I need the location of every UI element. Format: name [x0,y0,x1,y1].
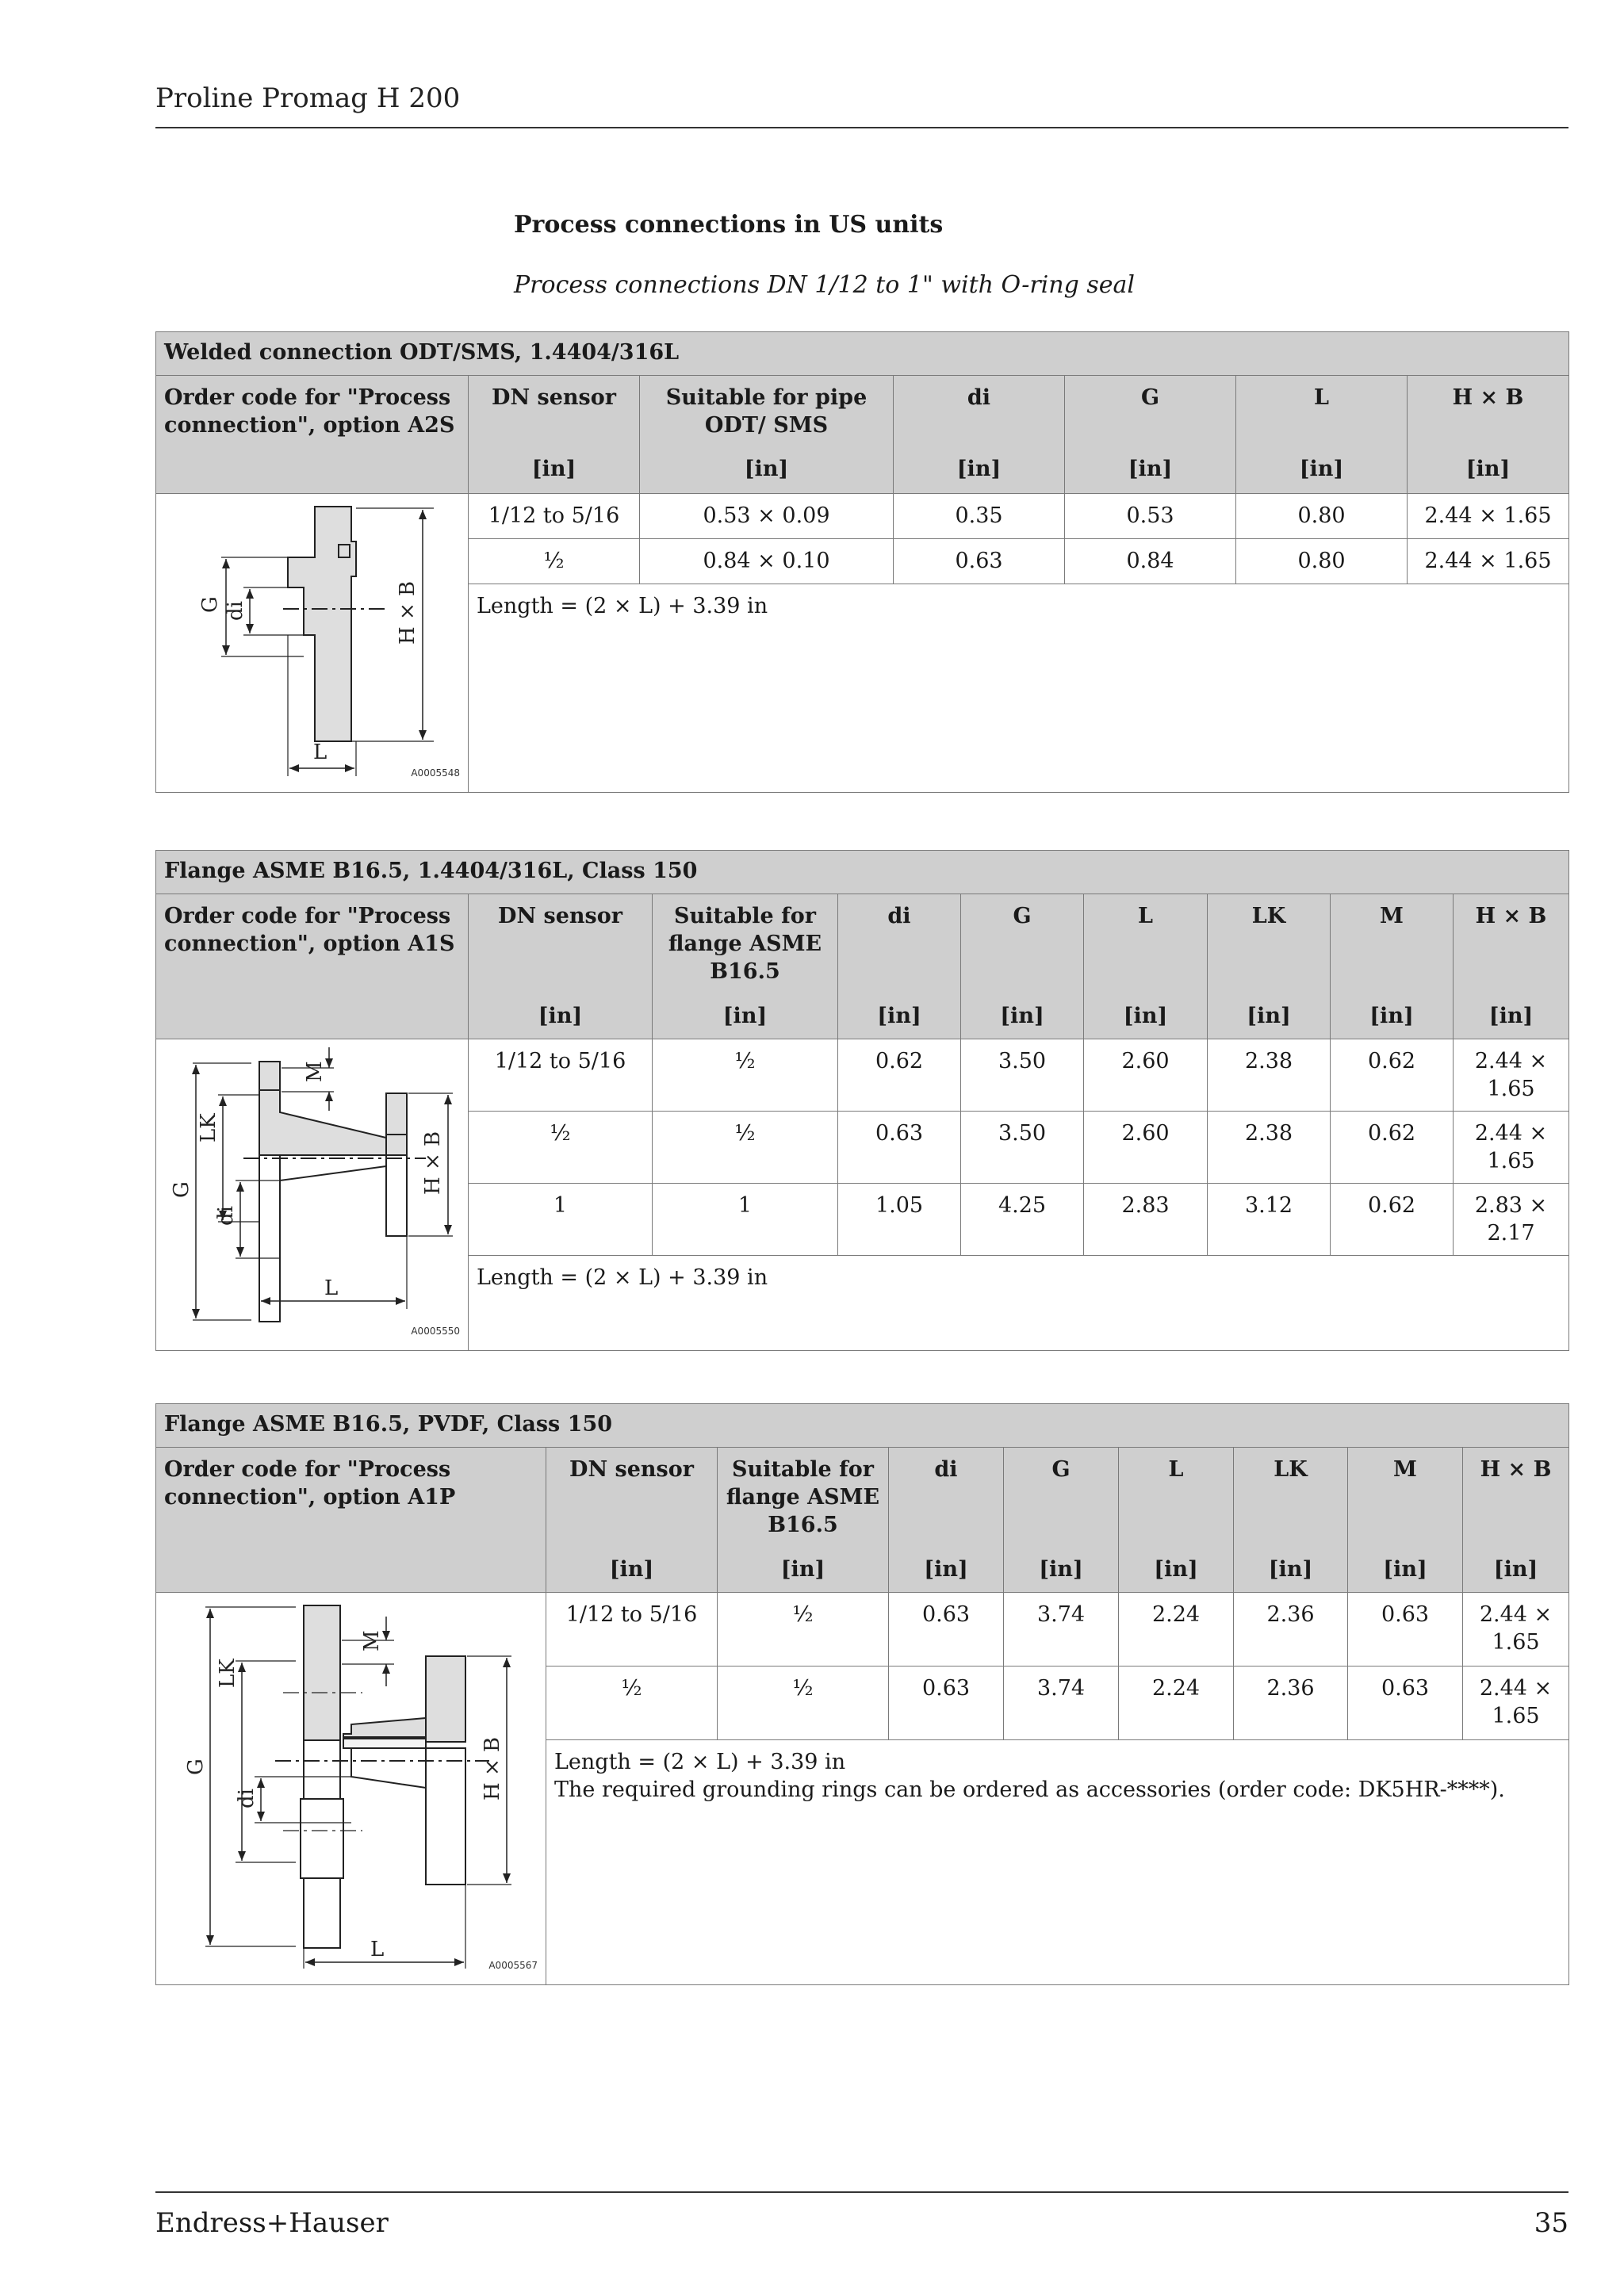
column-header: L [1119,1448,1234,1548]
note-cell [469,1256,1569,1351]
table-row [156,1593,1569,1667]
column-header: M [1331,894,1454,995]
label-m: M [360,1630,384,1651]
label-g: G [184,1758,208,1775]
unit-header: [in] [1208,994,1331,1039]
unit-header: [in] [1004,1548,1119,1593]
drawing-cell [156,1593,546,1985]
label-l: L [313,740,327,764]
header-rule [155,127,1568,128]
column-header: Suitable for flange ASME B16.5 [718,1448,889,1548]
table-cell: ½ [653,1112,838,1184]
column-header: di [894,376,1065,448]
footer-rule [155,2191,1568,2193]
column-header: H × B [1408,376,1569,448]
table-cell: 2.60 [1084,1112,1208,1184]
table-cell: 0.63 [894,539,1065,584]
table-cell: ½ [653,1039,838,1112]
section-subtitle: Process connections DN 1/12 to 1" with O-ring seal [514,271,1135,299]
table-cell: 0.84 [1065,539,1236,584]
drawing-id: A0005548 [411,767,460,779]
column-header: Suitable for flange ASME B16.5 [653,894,838,995]
table-cell: 3.50 [961,1112,1084,1184]
column-header: DN sensor [469,894,653,995]
label-g: G [170,1181,193,1198]
table-flange-316l [155,850,1569,1351]
table-cell: 2.24 [1119,1593,1234,1667]
unit-header: [in] [838,994,961,1039]
unit-header: [in] [469,447,640,494]
column-header: G [1004,1448,1119,1548]
table-cell: 2.44 × 1.65 [1408,494,1569,539]
label-di: di [224,601,247,621]
note-cell [546,1740,1569,1985]
flange-pvdf-drawing [156,1593,546,1984]
column-header: di [838,894,961,995]
table-cell: ½ [718,1667,889,1740]
unit-header: [in] [1119,1548,1234,1593]
label-hb: H × B [421,1131,445,1195]
unit-header: [in] [961,994,1084,1039]
table-cell: 1.05 [838,1184,961,1256]
label-lk: LK [216,1659,239,1688]
table-cell: 2.44 × 1.65 [1408,539,1569,584]
unit-header: [in] [1348,1548,1463,1593]
label-hb: H × B [396,580,419,645]
table-cell: 0.62 [838,1039,961,1112]
column-header: G [1065,376,1236,448]
table-cell: 1/12 to 5/16 [469,494,640,539]
table-cell: 1/12 to 5/16 [469,1039,653,1112]
table-title: Flange ASME B16.5, PVDF, Class 150 [156,1404,1569,1448]
table-title: Welded connection ODT/SMS, 1.4404/316L [156,332,1569,376]
table-cell: 0.63 [889,1667,1004,1740]
column-header: M [1348,1448,1463,1548]
table-cell: 2.38 [1208,1112,1331,1184]
section-title: Process connections in US units [514,211,944,239]
table-cell: 0.53 × 0.09 [640,494,894,539]
table-cell: ½ [718,1593,889,1667]
table-cell: 1/12 to 5/16 [546,1593,718,1667]
unit-header: [in] [469,994,653,1039]
table-cell: 0.63 [889,1593,1004,1667]
table-welded-connection [155,331,1569,793]
table-row [156,494,1569,539]
unit-header: [in] [1234,1548,1348,1593]
order-code-header: Order code for "Process connection", option A1P [156,1448,546,1593]
table-cell: 2.44 × 1.65 [1463,1667,1569,1740]
drawing-cell [156,1039,469,1351]
unit-header: [in] [1408,447,1569,494]
unit-header: [in] [640,447,894,494]
table-cell: 2.60 [1084,1039,1208,1112]
welded-connection-drawing [156,494,469,792]
table-cell: 2.44 × 1.65 [1454,1112,1569,1184]
unit-header: [in] [1065,447,1236,494]
column-header: G [961,894,1084,995]
table-cell: 0.63 [1348,1667,1463,1740]
table-cell: 0.63 [838,1112,961,1184]
table-cell: 1 [469,1184,653,1256]
drawing-id: A0005550 [411,1326,460,1337]
note-cell [469,584,1569,793]
column-header: di [889,1448,1004,1548]
label-m: M [303,1061,327,1082]
table-cell: 0.62 [1331,1112,1454,1184]
table-cell: 0.84 × 0.10 [640,539,894,584]
unit-header: [in] [1236,447,1408,494]
table-title: Flange ASME B16.5, 1.4404/316L, Class 150 [156,851,1569,894]
unit-header: [in] [653,994,838,1039]
order-code-header: Order code for "Process connection", option A2S [156,376,469,494]
table-cell: 2.24 [1119,1667,1234,1740]
column-header: DN sensor [469,376,640,448]
unit-header: [in] [1084,994,1208,1039]
table-cell: 2.44 × 1.65 [1463,1593,1569,1667]
drawing-cell [156,494,469,793]
column-header: L [1084,894,1208,995]
table-cell: 0.80 [1236,539,1408,584]
table-cell: 3.50 [961,1039,1084,1112]
table-flange-pvdf [155,1403,1569,1985]
unit-header: [in] [889,1548,1004,1593]
column-header: Suitable for pipe ODT/ SMS [640,376,894,448]
table-cell: 1 [653,1184,838,1256]
unit-header: [in] [1463,1548,1569,1593]
unit-header: [in] [894,447,1065,494]
note-grounding-rings: The required grounding rings can be ordered as accessories (order code: DK5HR-****). [554,1777,1505,1802]
table-cell: 2.83 × 2.17 [1454,1184,1569,1256]
table-cell: 0.62 [1331,1184,1454,1256]
label-hb: H × B [481,1736,504,1800]
table-cell: 0.80 [1236,494,1408,539]
table-row [156,1039,1569,1112]
note-length: Length = (2 × L) + 3.39 in [477,1265,768,1290]
unit-header: [in] [546,1548,718,1593]
column-header: L [1236,376,1408,448]
table-cell: 2.38 [1208,1039,1331,1112]
table-cell: 2.83 [1084,1184,1208,1256]
unit-header: [in] [1454,994,1569,1039]
label-lk: LK [197,1113,220,1142]
table-cell: 3.74 [1004,1667,1119,1740]
column-header: H × B [1454,894,1569,995]
table-cell: 0.62 [1331,1039,1454,1112]
table-cell: 0.63 [1348,1593,1463,1667]
table-cell: 2.36 [1234,1667,1348,1740]
table-cell: 4.25 [961,1184,1084,1256]
label-l: L [324,1276,339,1300]
table-cell: 0.35 [894,494,1065,539]
unit-header: [in] [1331,994,1454,1039]
label-l: L [370,1938,385,1961]
drawing-id: A0005567 [488,1960,538,1971]
label-di: di [235,1789,259,1808]
page-number: 35 [1534,2207,1568,2239]
column-header: DN sensor [546,1448,718,1548]
column-header: LK [1234,1448,1348,1548]
table-cell: 3.12 [1208,1184,1331,1256]
footer-brand: Endress+Hauser [155,2207,389,2239]
flange-316l-drawing [156,1039,469,1350]
note-length: Length = (2 × L) + 3.39 in [477,594,768,618]
table-cell: 0.53 [1065,494,1236,539]
column-header: LK [1208,894,1331,995]
unit-header: [in] [718,1548,889,1593]
table-cell: ½ [469,539,640,584]
table-cell: 2.36 [1234,1593,1348,1667]
table-cell: 3.74 [1004,1593,1119,1667]
label-di: di [214,1206,238,1226]
table-cell: ½ [469,1112,653,1184]
page-header-title: Proline Promag H 200 [155,82,461,114]
table-cell: 2.44 × 1.65 [1454,1039,1569,1112]
table-cell: ½ [546,1667,718,1740]
order-code-header: Order code for "Process connection", option A1S [156,894,469,1039]
label-g: G [198,596,222,613]
note-length: Length = (2 × L) + 3.39 in [554,1750,846,1774]
column-header: H × B [1463,1448,1569,1548]
